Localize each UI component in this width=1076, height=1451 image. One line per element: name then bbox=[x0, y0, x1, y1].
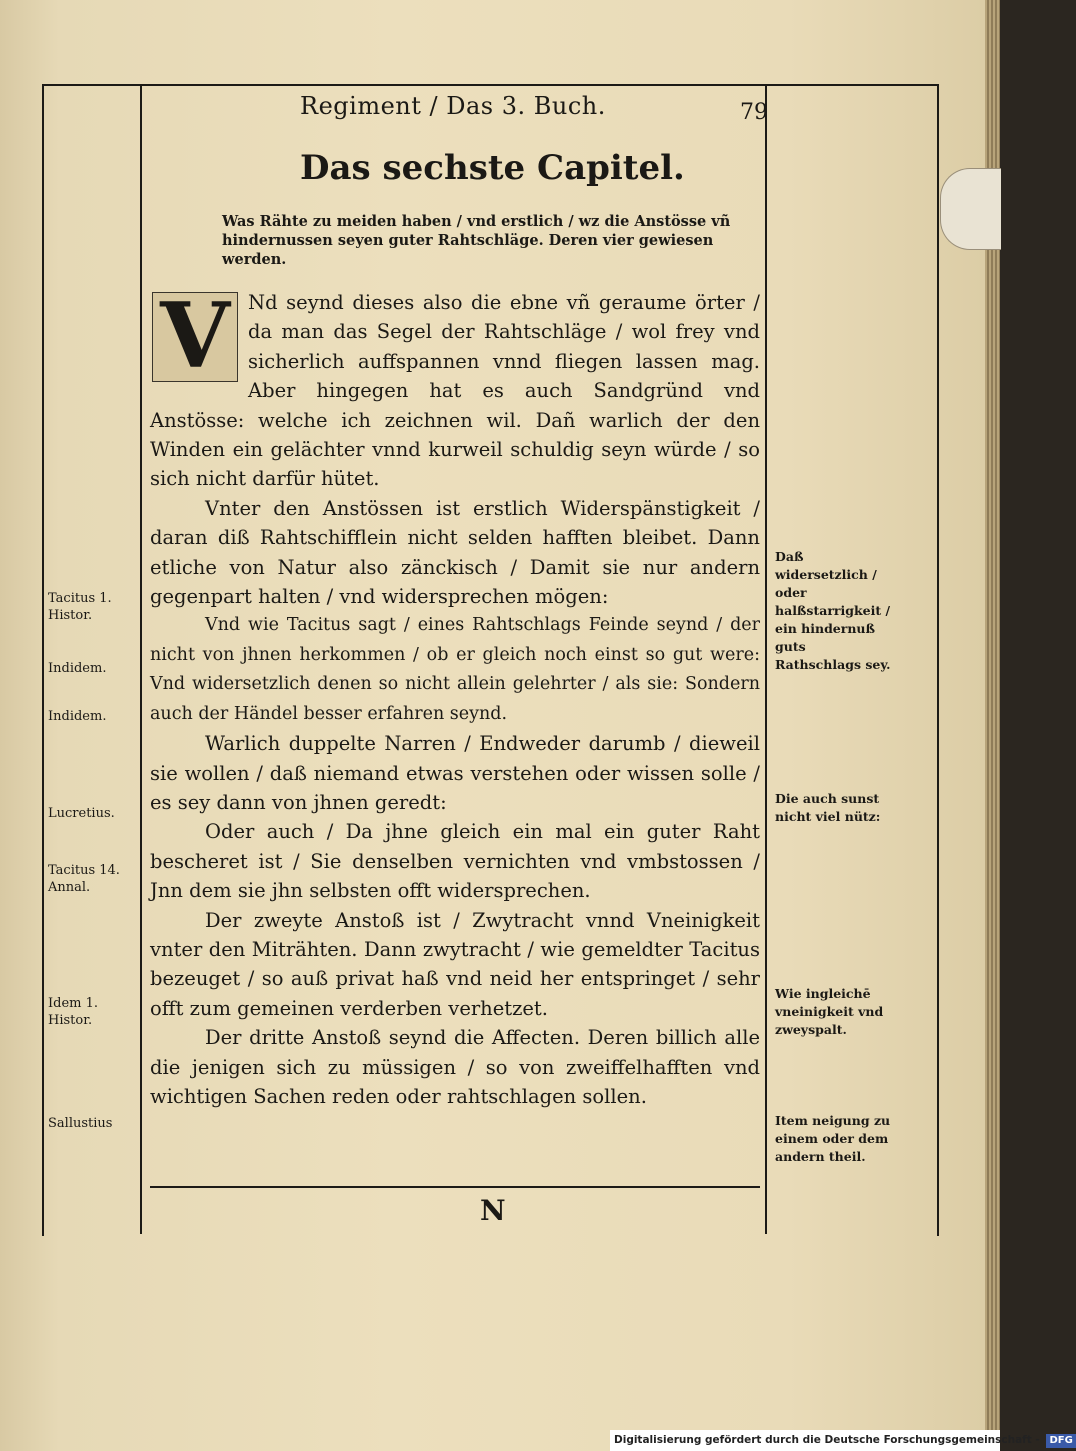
left-note-5: Tacitus 14. Annal. bbox=[48, 863, 120, 895]
paragraph-1: Nd seynd dieses also die ebne vñ geraume örter / da man das Segel der Rahtschläge / wol frey vnd sicherlich auffspannen vnnd fliegen lassen mag. Aber hingegen hat es auch Sandgründ vnd Anstösse: welche ich zeichnen wil. Dañ warlich der den Winden ein gelächter vnnd kurweil schuldig seyn würde / so sich nicht darfür hütet. bbox=[150, 291, 760, 491]
right-note-2: Die auch sunst nicht viel nütz: bbox=[775, 791, 881, 824]
left-note-1: Tacitus 1. Histor. bbox=[48, 591, 112, 623]
paragraph-5: Oder auch / Da jhne gleich ein mal ein guter Raht bescheret ist / Sie denselben vernichten vnd vmbstossen / Jnn dem sie jhn selbsten offt widersprechen. bbox=[150, 820, 760, 903]
footer-credit bbox=[610, 1430, 1073, 1451]
running-header: Regiment / Das 3. Buch. bbox=[300, 92, 606, 120]
drop-capital: V bbox=[152, 292, 238, 382]
right-margin-rule bbox=[765, 84, 767, 1234]
chapter-summary: Was Rähte zu meiden haben / vnd erstlich / wz die Anstösse vñ hindernussen seyen guter Rahtschläge. Deren vier gewiesen werden. bbox=[222, 213, 731, 268]
paragraph-6: Der zweyte Anstoß ist / Zwytracht vnnd Vneinigkeit vnter den Miträhten. Dann zwytracht / wie gemeldter Tacitus bezeuget / so auß privat haß vnd neid her entspringet / sehr offt zum gemeinen verderben verhetzet. bbox=[150, 908, 760, 1020]
dfg-logo: DFG bbox=[1046, 1434, 1075, 1448]
footer-text: Digitalisierung gefördert durch die Deutsche Forschungsgemeinschaft - bbox=[614, 1434, 1040, 1446]
paragraph-4: Warlich duppelte Narren / Endweder darumb / dieweil sie wollen / daß niemand etwas verstehen oder wissen solle / es sey dann von jhnen geredt: bbox=[150, 732, 760, 814]
right-note-3: Wie ingleichē vneinigkeit vnd zweyspalt. bbox=[775, 986, 884, 1037]
left-note-4: Lucretius. bbox=[48, 806, 115, 821]
signature-mark: N bbox=[480, 1194, 506, 1227]
left-note-3: Indidem. bbox=[48, 709, 107, 724]
left-note-6: Idem 1. Histor. bbox=[48, 996, 99, 1028]
left-margin-rule bbox=[140, 84, 142, 1234]
page-tab bbox=[940, 168, 1001, 250]
left-note-2: Indidem. bbox=[48, 661, 107, 676]
bottom-rule bbox=[150, 1186, 760, 1188]
right-note-4: Item neigung zu einem oder dem andern theil. bbox=[775, 1113, 891, 1164]
page-number: 79 bbox=[740, 100, 768, 125]
left-note-7: Sallustius bbox=[48, 1116, 113, 1131]
right-note-1: Daß widersetzlich / oder halßstarrigkeit / ein hindernuß guts Rathschlags sey. bbox=[775, 549, 891, 672]
paragraph-2: Vnter den Anstössen ist erstlich Widerspänstigkeit / daran diß Rahtschifflein nicht selden hafften bleibet. Dann etliche von Natur also zänckisch / Damit sie nur andern gegenpart halten / vnd widersprechen mögen: bbox=[150, 496, 760, 609]
main-text bbox=[150, 283, 760, 1111]
paragraph-3: Vnd wie Tacitus sagt / eines Rahtschlags Feinde seynd / der nicht von jhnen herkommen / ob er gleich noch einst so gut were: Vnd widersetzlich denen so nicht allein gelehrter / als sie: Sondern auch der Händel besser erfahren seynd. bbox=[150, 615, 760, 724]
paragraph-7: Der dritte Anstoß seynd die Affecten. Deren billich alle die jenigen sich zu müssigen / so von zweiffelhafften vnd wichtigen Sachen reden oder rahtschlagen sollen. bbox=[150, 1026, 760, 1108]
chapter-title: Das sechste Capitel. bbox=[300, 148, 685, 188]
